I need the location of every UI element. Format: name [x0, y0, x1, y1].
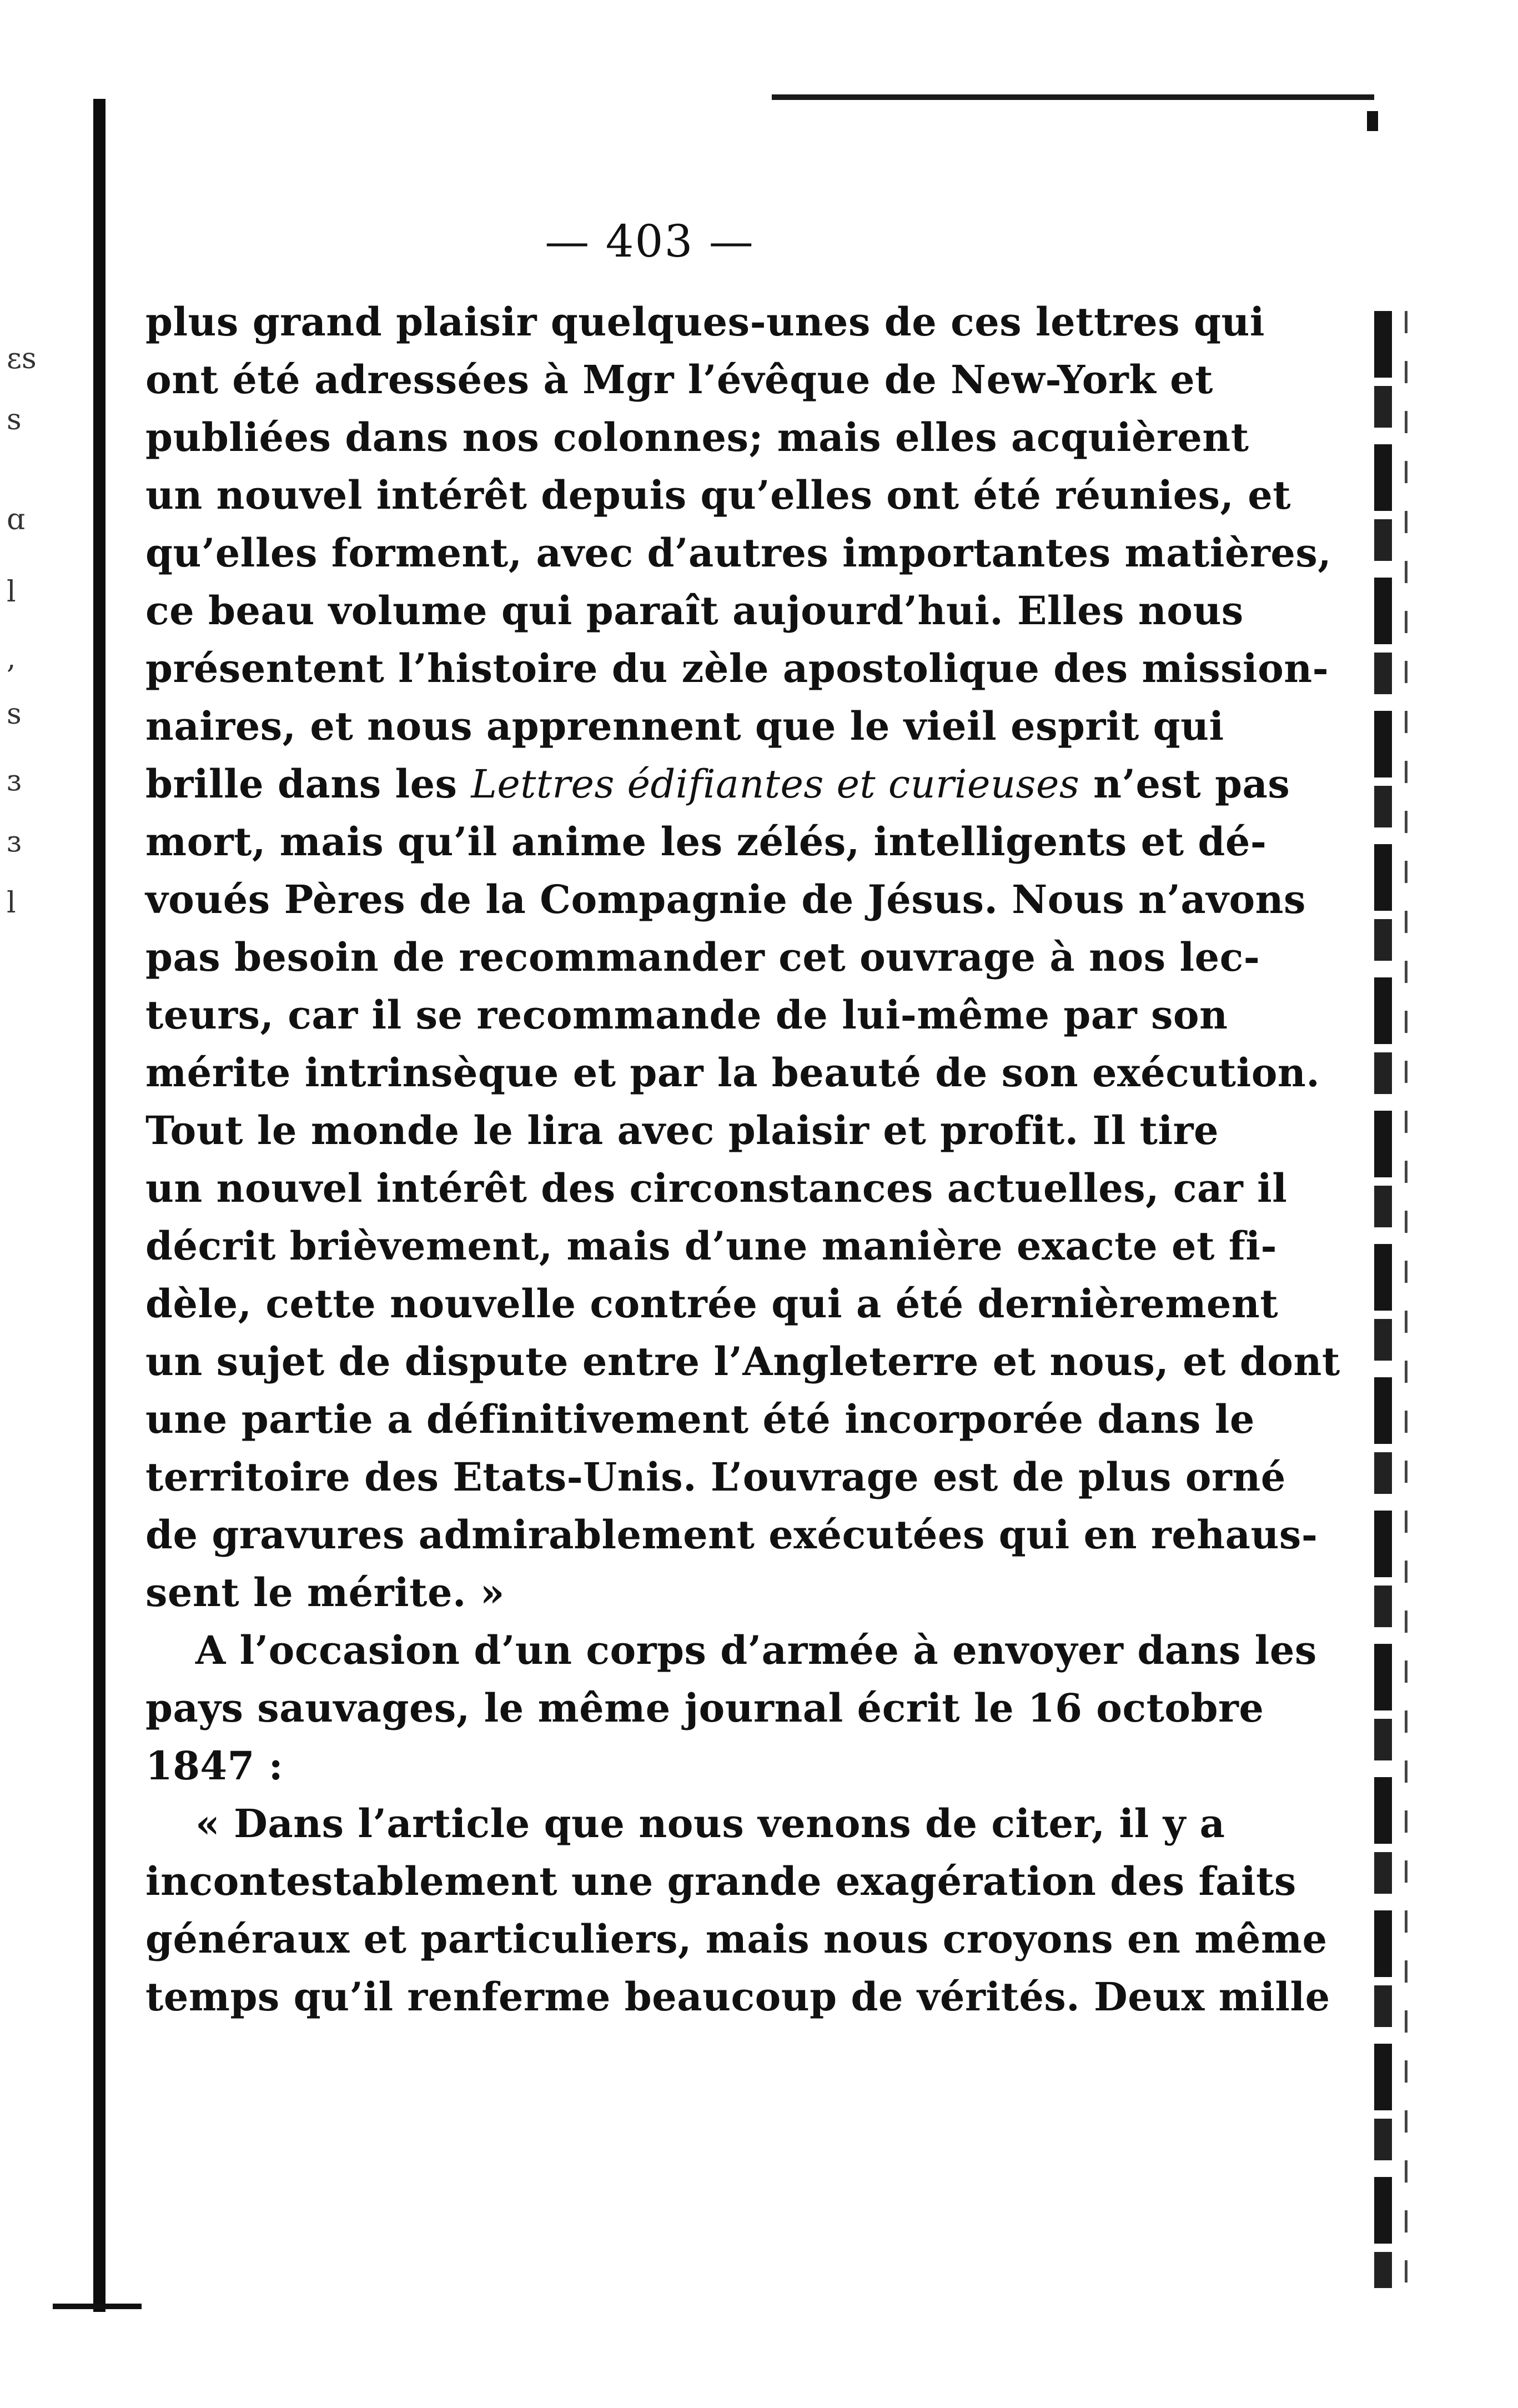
text-line: teurs, car il se recommande de lui-même par son — [145, 992, 1228, 1038]
paragraph — [145, 1795, 1330, 2026]
text-line: publiées dans nos colonnes; mais elles acquièrent — [145, 414, 1249, 460]
text-run: n’est pas — [1079, 761, 1290, 807]
text-line: décrit brièvement, mais d’une manière exacte et fi- — [145, 1223, 1278, 1269]
bleed-fragment: , — [7, 642, 16, 675]
text-line: qu’elles forment, avec d’autres importantes matières, — [145, 530, 1332, 576]
bleed-fragment: ɜ — [7, 764, 22, 797]
body-text — [145, 293, 1340, 2026]
text-line: voués Pères de la Compagnie de Jésus. Nous n’avons — [145, 876, 1306, 922]
text-line: territoire des Etats-Unis. L’ouvrage est de plus orné — [145, 1454, 1286, 1500]
bleed-fragment: ɜ — [7, 825, 22, 859]
top-scan-rule — [772, 94, 1374, 100]
bleed-fragment: s — [7, 698, 22, 731]
text-line — [145, 755, 1290, 813]
text-line: mort, mais qu’il anime les zélés, intelligents et dé- — [145, 819, 1267, 865]
binding-edge-rule — [93, 99, 105, 2312]
right-page-edge — [1374, 311, 1392, 2288]
text-line: un nouvel intérêt depuis qu’elles ont été réunies, et — [145, 472, 1291, 518]
text-line: de gravures admirablement exécutées qui en rehaus- — [145, 1512, 1318, 1558]
text-line: dèle, cette nouvelle contrée qui a été dernièrement — [145, 1281, 1279, 1327]
text-line: un nouvel intérêt des circonstances actuelles, car il — [145, 1165, 1288, 1211]
text-line: « Dans l’article que nous venons de citer, il y a — [195, 1800, 1225, 1847]
text-line: une partie a définitivement été incorporée dans le — [145, 1396, 1255, 1442]
text-line: incontestablement une grande exagération des faits — [145, 1858, 1296, 1904]
bleed-fragment: l — [7, 886, 16, 920]
italic-title: Lettres édifiantes et curieuses — [471, 761, 1080, 807]
text-line: présentent l’histoire du zèle apostolique des mission- — [145, 645, 1329, 691]
facing-page-bleed — [7, 344, 46, 1133]
bleed-fragment: ɑ — [7, 503, 26, 536]
text-line: pays sauvages, le même journal écrit le 16 octobre — [145, 1685, 1264, 1731]
text-line: 1847 : — [145, 1743, 284, 1789]
text-run: brille dans les — [145, 761, 471, 807]
right-page-edge-shadow — [1405, 311, 1408, 2288]
paragraph — [145, 1622, 1317, 1795]
text-line: ont été adressées à Mgr l’évêque de New-York et — [145, 357, 1214, 403]
text-line: un sujet de dispute entre l’Angleterre et nous, et dont — [145, 1338, 1340, 1384]
text-line: A l’occasion d’un corps d’armée à envoyer dans les — [195, 1627, 1317, 1673]
page-number: — 403 — — [545, 215, 755, 267]
text-line: pas besoin de recommander cet ouvrage à nos lec- — [145, 934, 1260, 980]
bleed-fragment: l — [7, 575, 16, 609]
text-line: sent le mérite. » — [145, 1569, 505, 1616]
corner-scan-mark — [1367, 111, 1378, 131]
bleed-fragment: ɛs — [7, 342, 37, 375]
text-line: temps qu’il renferme beaucoup de vérités. Deux mille — [145, 1974, 1330, 2020]
text-line: plus grand plaisir quelques-unes de ces lettres qui — [145, 299, 1265, 345]
binding-edge-foot — [53, 2304, 142, 2309]
text-line: ce beau volume qui paraît aujourd’hui. Elles nous — [145, 588, 1244, 634]
paragraph — [145, 293, 1340, 1622]
text-line: Tout le monde le lira avec plaisir et profit. Il tire — [145, 1107, 1219, 1153]
text-line: généraux et particuliers, mais nous croyons en même — [145, 1916, 1328, 1962]
text-line: naires, et nous apprennent que le vieil esprit qui — [145, 703, 1224, 749]
bleed-fragment: s — [7, 403, 22, 437]
text-line: mérite intrinsèque et par la beauté de son exécution. — [145, 1050, 1320, 1096]
